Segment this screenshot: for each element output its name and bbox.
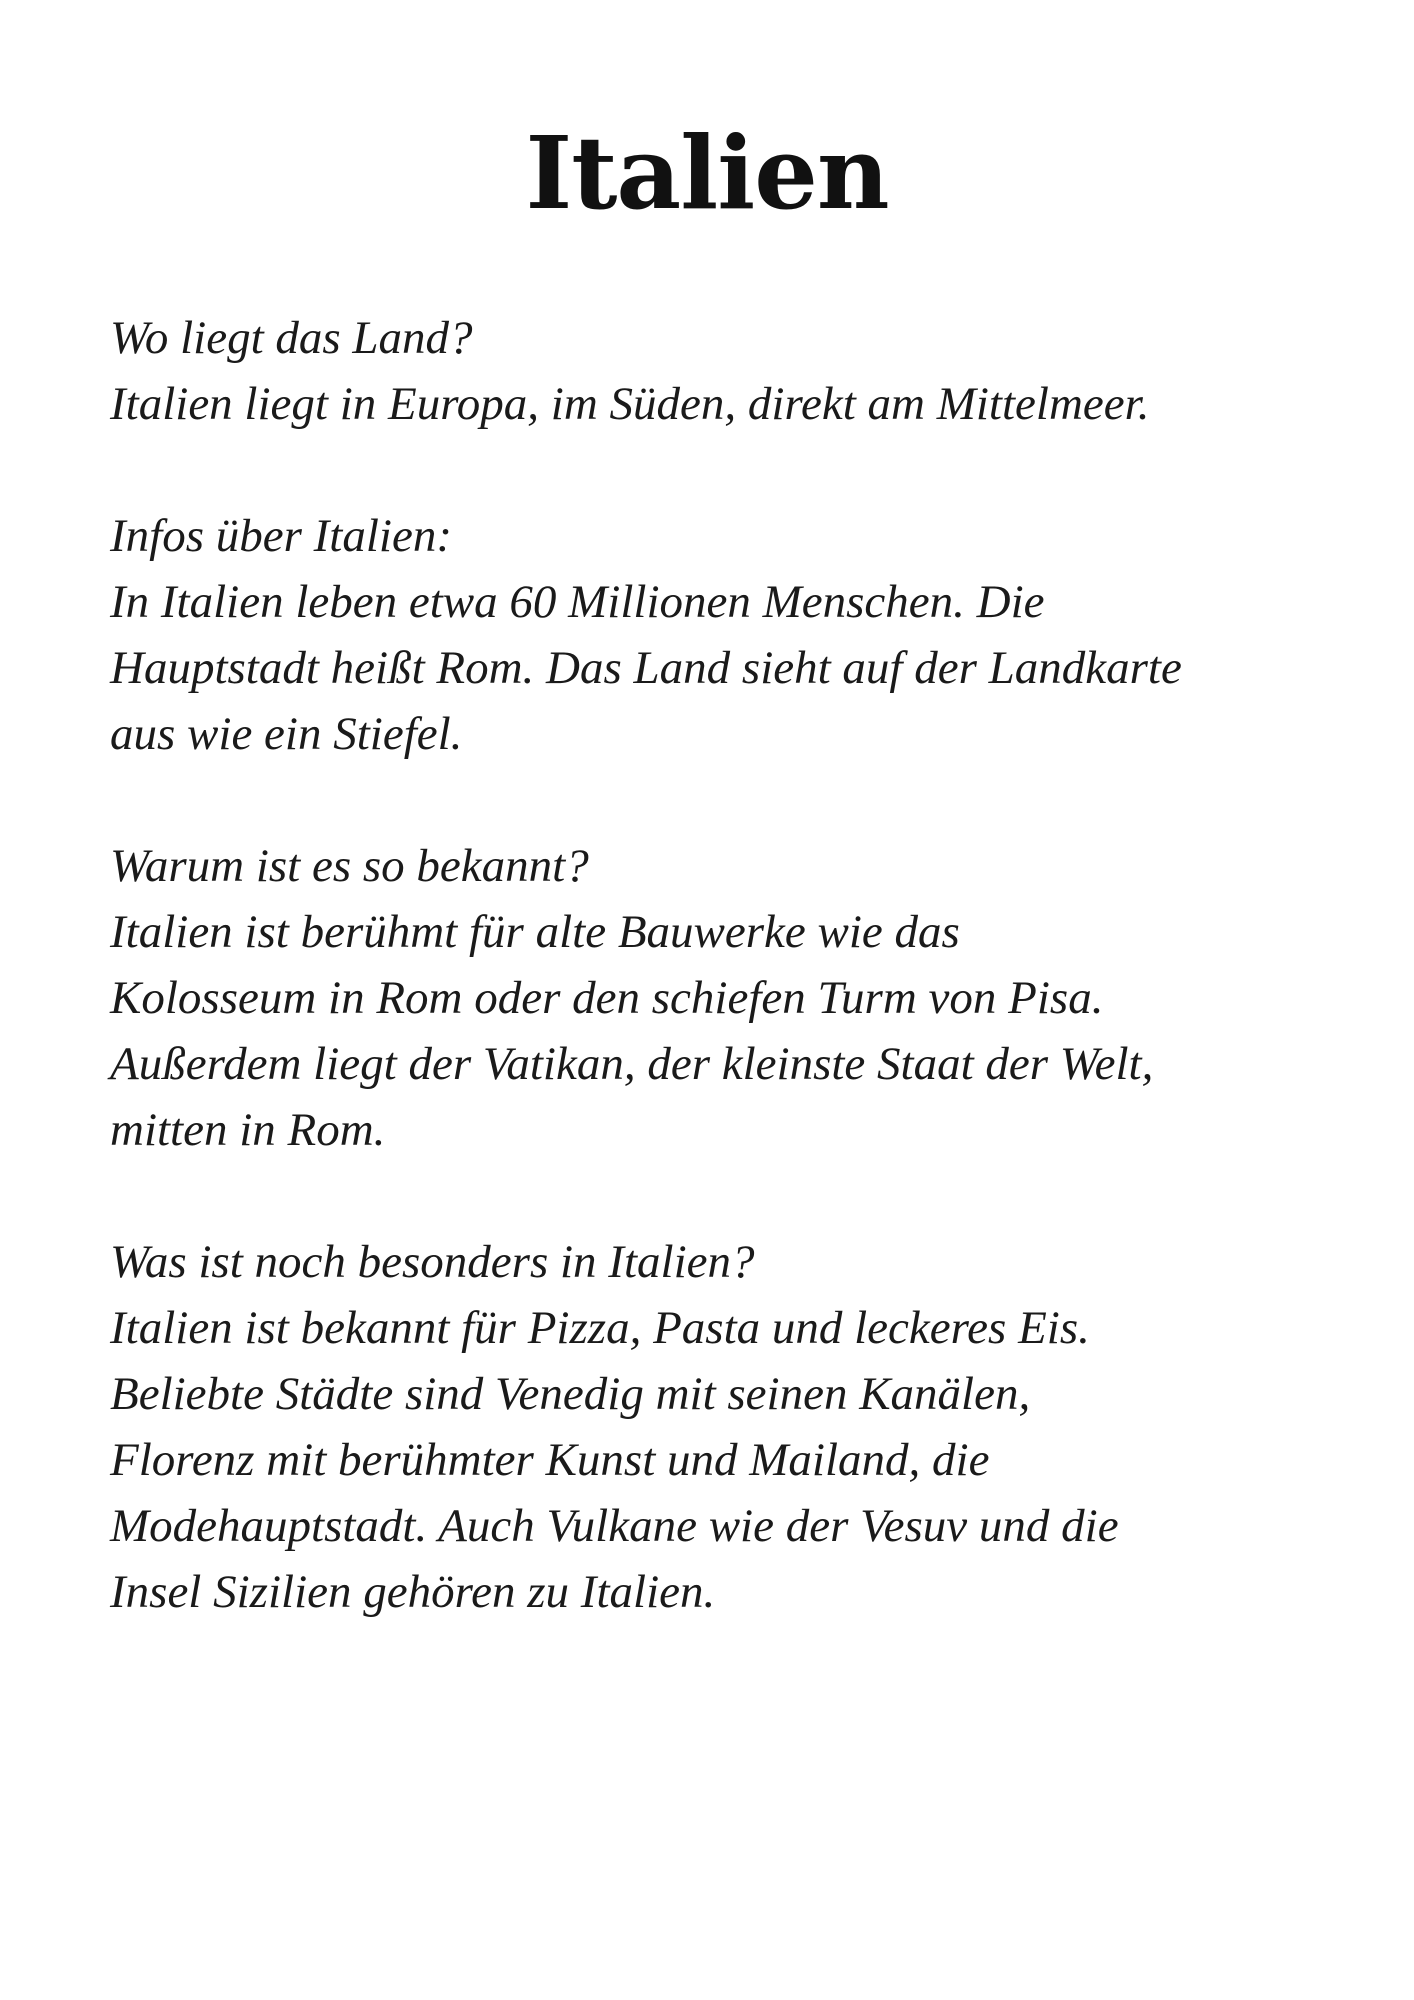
body-line: Italien ist bekannt für Pizza, Pasta und leckeres Eis. (110, 1302, 1090, 1354)
body-line: aus wie ein Stiefel. (110, 708, 463, 760)
body-line: Hauptstadt heißt Rom. Das Land sieht auf der Landkarte (110, 642, 1182, 694)
section-heading: Warum ist es so bekannt? (110, 840, 589, 892)
body-line: Italien ist berühmt für alte Bauwerke wie das (110, 906, 960, 958)
body-line: Italien liegt in Europa, im Süden, direkt am Mittelmeer. (110, 378, 1150, 430)
body-line: mitten in Rom. (110, 1104, 386, 1156)
section-fame (110, 833, 1350, 1163)
section-location (110, 305, 1350, 437)
section-heading: Wo liegt das Land? (110, 312, 473, 364)
section-facts (110, 503, 1350, 767)
body-line: Insel Sizilien gehören zu Italien. (110, 1566, 716, 1618)
body-line: Florenz mit berühmter Kunst und Mailand, die (110, 1434, 990, 1486)
section-heading: Infos über Italien: (110, 510, 452, 562)
body-line: In Italien leben etwa 60 Millionen Menschen. Die (110, 576, 1045, 628)
body-line: Modehauptstadt. Auch Vulkane wie der Vesuv und die (110, 1500, 1119, 1552)
document-body (110, 305, 1350, 1691)
body-line: Kolosseum in Rom oder den schiefen Turm von Pisa. (110, 972, 1104, 1024)
section-heading: Was ist noch besonders in Italien? (110, 1236, 755, 1288)
section-special (110, 1229, 1350, 1625)
body-line: Beliebte Städte sind Venedig mit seinen Kanälen, (110, 1368, 1031, 1420)
page-title: Italien (525, 114, 889, 232)
body-line: Außerdem liegt der Vatikan, der kleinste Staat der Welt, (110, 1038, 1154, 1090)
